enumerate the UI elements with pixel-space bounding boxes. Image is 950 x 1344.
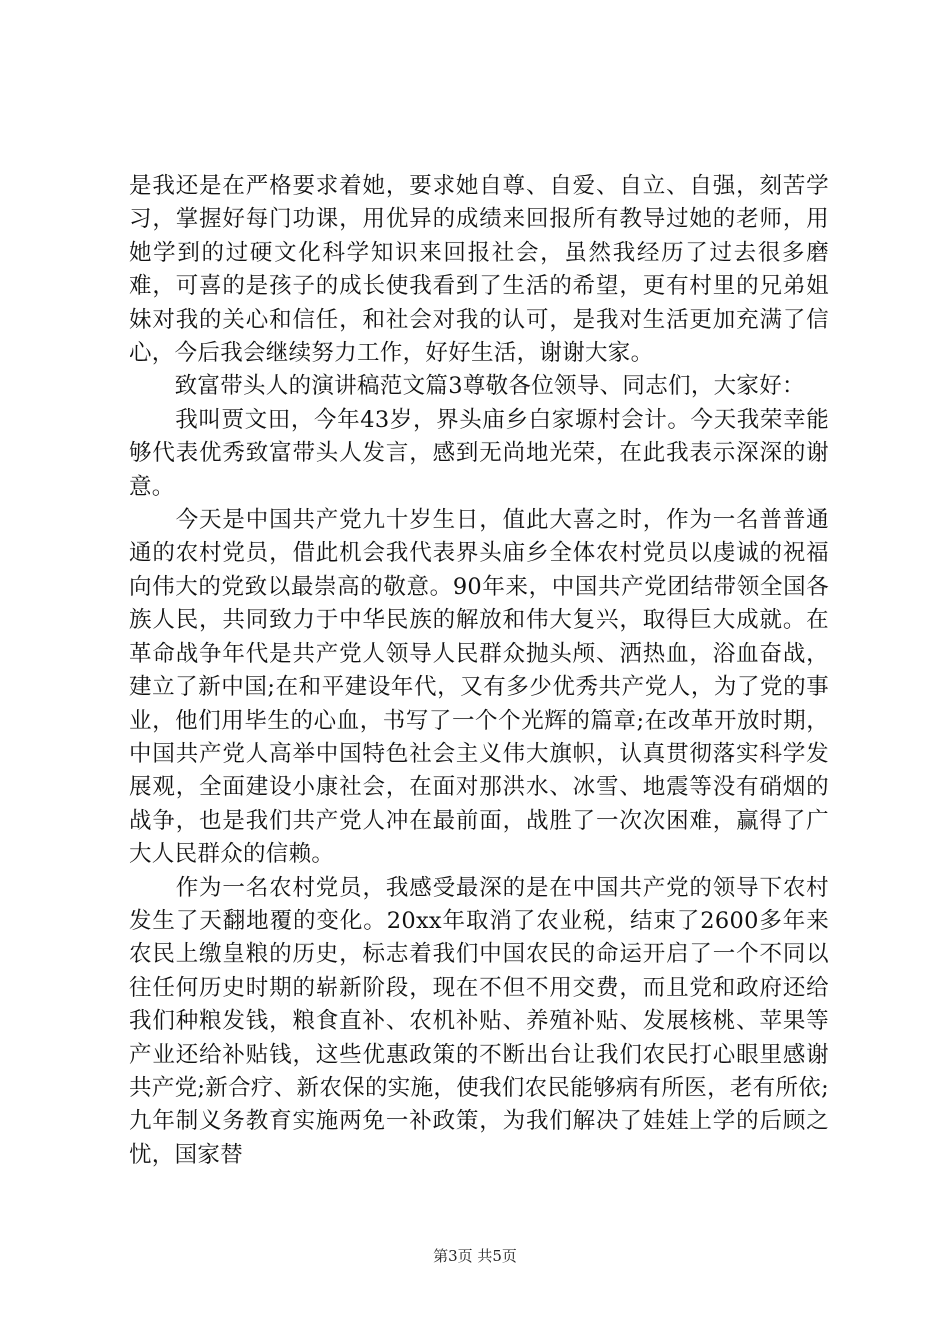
paragraph-5: 作为一名农村党员，我感受最深的是在中国共产党的领导下农村发生了天翻地覆的变化。20xx年取消了农业税，结束了2600多年来农民上缴皇粮的历史，标志着我们中国农民的命运开启了一个不同以往任何历史时期的崭新阶段，现在不但不用交费，而且党和政府还给我们种粮发钱，粮食直补、农机补贴、养殖补贴、发展核桃、苹果等产业还给补贴钱，这些优惠政策的不断出台让我们农民打心眼里感谢共产党;新合疗、新农保的实施，使我们农民能够病有所医，老有所依;九年制义务教育实施两免一补政策，为我们解决了娃娃上学的后顾之忧，国家替: [129, 874, 829, 1168]
paragraph-2: 致富带头人的演讲稿范文篇3尊敬各位领导、同志们，大家好：: [129, 373, 805, 400]
paragraph-4: 今天是中国共产党九十岁生日，值此大喜之时，作为一名普普通通的农村党员，借此机会我代表界头庙乡全体农村党员以虔诚的祝福向伟大的党致以最崇高的敬意。90年来，中国共产党团结带领全国各族人民，共同致力于中华民族的解放和伟大复兴，取得巨大成就。在革命战争年代是共产党人领导人民群众抛头颅、洒热血，浴血奋战，建立了新中国;在和平建设年代，又有多少优秀共产党人，为了党的事业，他们用毕生的心血，书写了一个个光辉的篇章;在改革开放时期，中国共产党人高举中国特色社会主义伟大旗帜，认真贯彻落实科学发展观，全面建设小康社会，在面对那洪水、冰雪、地震等没有硝烟的战争，也是我们共产党人冲在最前面，战胜了一次次困难，赢得了广大人民群众的信赖。: [129, 507, 829, 868]
paragraph-1: 是我还是在严格要求着她，要求她自尊、自爱、自立、自强，刻苦学习，掌握好每门功课，用优异的成绩来回报所有教导过她的老师，用她学到的过硬文化科学知识来回报社会，虽然我经历了过去很多磨难，可喜的是孩子的成长使我看到了生活的希望，更有村里的兄弟姐妹对我的关心和信任，和社会对我的认可，是我对生活更加充满了信心，今后我会继续努力工作，好好生活，谢谢大家。: [129, 173, 829, 367]
paragraph-3: 我叫贾文田，今年43岁，界头庙乡白家塬村会计。今天我荣幸能够代表优秀致富带头人发言，感到无尚地光荣，在此我表示深深的谢意。: [129, 406, 829, 500]
document-body: [129, 170, 829, 1172]
page-footer: 第3页 共5页: [433, 1247, 517, 1265]
